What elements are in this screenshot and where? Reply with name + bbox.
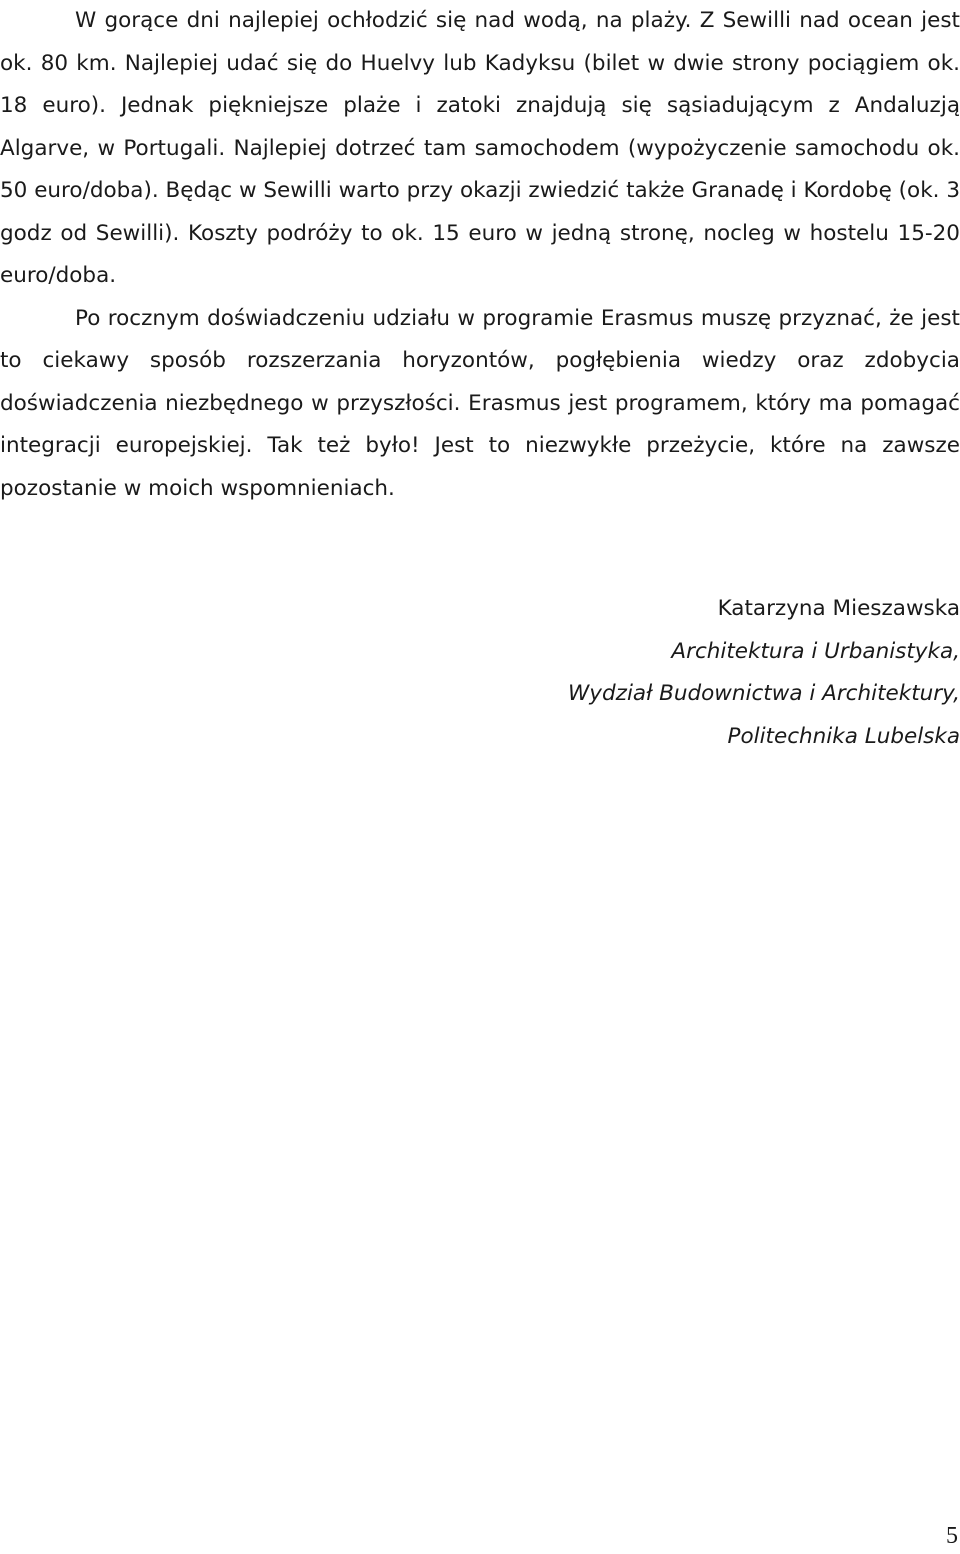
article-body <box>0 0 960 510</box>
author-name: Katarzyna Mieszawska <box>717 596 960 621</box>
author-faculty: Wydział Budownictwa i Architektury, <box>568 681 960 706</box>
author-signature-block <box>0 588 960 758</box>
page-number: 5 <box>946 1523 958 1549</box>
author-program: Architektura i Urbanistyka, <box>671 638 960 664</box>
paragraph-erasmus-summary: Po rocznym doświadczeniu udziału w programie Erasmus muszę przyznać, że jest to ciekawy sposób rozszerzania horyzontów, pogłębienia wiedzy oraz zdobycia doświadczenia niezbędnego w przyszłości. Erasmus jest programem, który ma pomagać integracji europejskiej. Tak też było! Jest to niezwykłe przeżycie, które na zawsze pozostanie w moich wspomnieniach. <box>0 305 960 501</box>
paragraph-travel-tips: W gorące dni najlepiej ochłodzić się nad wodą, na plaży. Z Sewilli nad ocean jest ok. 80 km. Najlepiej udać się do Huelvy lub Kadyksu (bilet w dwie strony pociągiem ok. 18 euro). Jednak piękniejsze plaże i zatoki znajdują się sąsiadującym z Andaluzją Algarve, w Portugali. Najlepiej dotrzeć tam samochodem (wypożyczenie samochodu ok. 50 euro/doba). Będąc w Sewilli warto przy okazji zwiedzić także Granadę i Kordobę (ok. 3 godz od Sewilli). Koszty podróży to ok. 15 euro w jedną stronę, nocleg w hostelu 15-20 euro/doba. <box>0 8 960 288</box>
author-university: Politechnika Lubelska <box>727 723 960 749</box>
